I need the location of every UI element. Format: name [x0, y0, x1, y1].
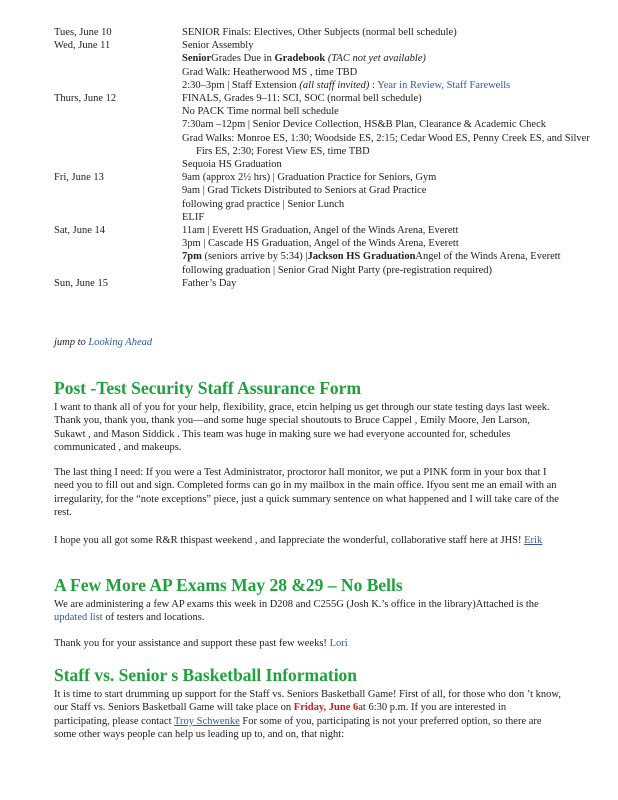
- schedule-events: [182, 92, 604, 171]
- posttest-heading: Post -Test Security Staff Assurance Form: [54, 378, 362, 398]
- posttest-paragraph-1: I want to thank all of you for your help, flexibility, grace, etcin helping us get through our state testing days last week. Thank you, thank you, thank you—and some huge special shoutouts to Bruce Cappel , Emily Moore, Jen Larson, Sukawt , and Mason Siddick . This team was huge in making sure we had everyone accounted for, schedules communicated , and makeups.: [54, 402, 550, 453]
- basketball-body: [54, 688, 564, 741]
- schedule-event: Senior Assembly: [182, 40, 254, 52]
- schedule-event-part: :: [369, 79, 378, 91]
- schedule-event: [182, 52, 604, 65]
- schedule-day: [54, 171, 604, 224]
- schedule-event: Grad Walk: Heatherwood MS , time TBD: [182, 66, 358, 78]
- posttest-body: [54, 401, 564, 454]
- schedule-event-part: Jackson HS Graduation: [307, 251, 416, 263]
- schedule-event: Sequoia HS Graduation: [182, 159, 282, 171]
- schedule-event: ELIF: [182, 211, 205, 223]
- jump-prefix: jump to: [54, 337, 89, 348]
- posttest-body-3: [54, 534, 564, 547]
- schedule-date: Wed, June 11: [54, 40, 111, 52]
- ap-paragraph-text: We are administering a few AP exams this week in D208 and C255G (Josh K.’s office in the library)Attached is the: [54, 599, 539, 610]
- game-date: Friday, June 6: [293, 702, 359, 714]
- schedule-date: Sat, June 14: [54, 225, 106, 237]
- updated-list-link[interactable]: updated list: [54, 612, 103, 624]
- posttest-body-2: [54, 466, 564, 519]
- schedule-day: [54, 39, 604, 92]
- schedule-event: 9am | Grad Tickets Distributed to Seniors at Grad Practice: [182, 185, 427, 197]
- schedule-events: [182, 224, 604, 277]
- ap-paragraph-end: of testers and locations.: [102, 612, 205, 624]
- posttest-paragraph-3-text: I hope you all got some R&R thispast weekend , and Iappreciate the wonderful, collaborative staff here at JHS!: [54, 535, 525, 546]
- looking-ahead-link[interactable]: Looking Ahead: [88, 337, 153, 348]
- troy-schwenke-link[interactable]: Troy Schwenke: [173, 715, 240, 727]
- schedule-event-part: (all staff invited): [299, 79, 370, 91]
- schedule-event-part: (TAC not yet available): [325, 53, 426, 65]
- basketball-heading: Staff vs. Senior s Basketball Information: [54, 665, 358, 685]
- ap-exams-body: [54, 598, 564, 625]
- schedule-event: Father’s Day: [182, 277, 237, 289]
- schedule-event: 11am | Everett HS Graduation, Angel of the Winds Arena, Everett: [182, 225, 459, 237]
- schedule-events: [182, 39, 604, 92]
- ap-exams-thanks: [54, 637, 564, 650]
- schedule-event-part: (seniors arrive by 5:34) |: [201, 251, 308, 263]
- schedule-event-part: Gradebook: [274, 53, 326, 65]
- schedule-date: Sun, June 15: [54, 277, 108, 289]
- schedule-events: [182, 26, 604, 39]
- schedule-event-part: 2:30–3pm | Staff Extension: [182, 79, 300, 91]
- posttest-paragraph-2: The last thing I need: If you were a Test Administrator, proctoror hall monitor, we put a PINK form in your box that I need you to fill out and sign. Completed forms can go in my mailbox in the main office. Ifyou sent me an email with an irregularity, for the “note exceptions” piece, just a quick summary sentence on what happened and I will take care of the rest.: [54, 467, 559, 518]
- schedule-date: Fri, June 13: [54, 172, 104, 184]
- basketball-text-a: It is time to start drumming up support for the Staff vs. Seniors Basketball Game! First of all, for those who don ’t know, our Staff vs. Seniors Basketball Game will take place on: [54, 689, 561, 714]
- ap-exams-heading: A Few More AP Exams May 28 &29 – No Bells: [54, 575, 403, 595]
- lori-link[interactable]: Lori: [329, 638, 348, 649]
- schedule-event-part: 7pm: [182, 251, 202, 263]
- schedule-events: [182, 171, 604, 224]
- schedule-event: Grad Walks: Monroe ES, 1:30; Woodside ES, 2:15; Cedar Wood ES, Penny Creek ES, and Silver Firs ES, 2:30; Forest View ES, time TBD: [182, 132, 590, 157]
- basketball-text-c: For some of you, participating is not your preferred option, so there are some other ways people can help us leading up to, and on, that night:: [54, 715, 542, 740]
- schedule-day: [54, 277, 604, 290]
- basketball-text-b: at 6:30 p.m. If you are interested in participating, please contact: [54, 702, 507, 727]
- schedule-event: following grad practice | Senior Lunch: [182, 198, 345, 210]
- schedule-date: Thurs, June 12: [54, 93, 117, 105]
- schedule-day: [54, 92, 604, 171]
- schedule-event: 7:30am –12pm | Senior Device Collection, HS&B Plan, Clearance & Academic Check: [182, 119, 546, 131]
- schedule-events: [182, 277, 604, 290]
- schedule-link[interactable]: Year in Review, Staff Farewells: [377, 79, 511, 91]
- schedule-event: [182, 250, 604, 263]
- calendar-schedule: [54, 26, 604, 290]
- schedule-day: [54, 26, 604, 39]
- erik-link[interactable]: Erik: [524, 535, 543, 546]
- schedule-event: 9am (approx 2½ hrs) | Graduation Practice for Seniors, Gym: [182, 172, 437, 184]
- schedule-event: No PACK Time normal bell schedule: [182, 106, 339, 118]
- jump-to-line: [54, 337, 152, 348]
- posttest-paragraph-3: [54, 534, 564, 547]
- schedule-event: SENIOR Finals: Electives, Other Subjects (normal bell schedule): [182, 27, 457, 38]
- schedule-event: 3pm | Cascade HS Graduation, Angel of the Winds Arena, Everett: [182, 238, 459, 250]
- schedule-date: Tues, June 10: [54, 27, 112, 38]
- schedule-event: [182, 79, 604, 92]
- schedule-event: following graduation | Senior Grad Night Party (pre-registration required): [182, 264, 493, 276]
- ap-thanks-text: Thank you for your assistance and support these past few weeks!: [54, 638, 330, 649]
- schedule-day: [54, 224, 604, 277]
- schedule-event-part: Grades Due in: [211, 53, 275, 65]
- schedule-event-part: Angel of the Winds Arena, Everett: [415, 251, 561, 263]
- schedule-event-part: Senior: [182, 53, 212, 65]
- schedule-event: FINALS, Grades 9–11: SCI, SOC (normal bell schedule): [182, 93, 422, 105]
